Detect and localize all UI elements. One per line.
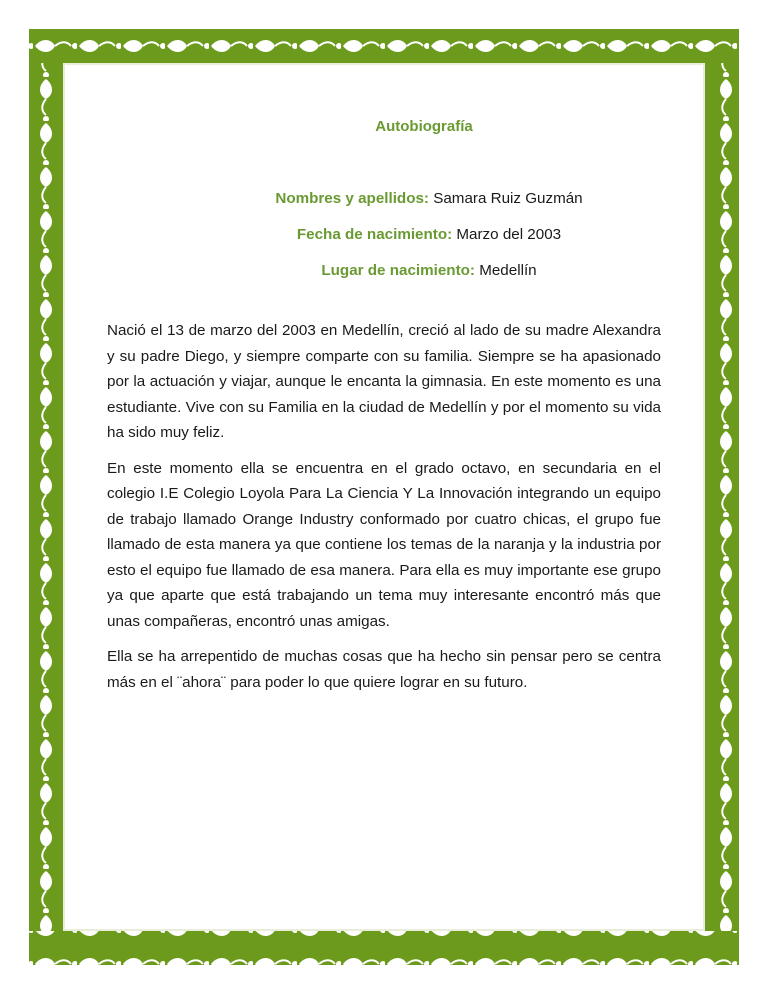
- birth-date-value: Marzo del 2003: [456, 226, 562, 243]
- birth-date-label: Fecha de nacimiento:: [296, 226, 453, 243]
- birth-place-value: Medellín: [479, 262, 537, 279]
- document-title: Autobiografía: [375, 118, 473, 135]
- name-value: Samara Ruiz Guzmán: [433, 190, 583, 207]
- birth-place-line: [152, 260, 706, 282]
- birth-place-label: Lugar de nacimiento:: [321, 262, 475, 279]
- paragraph-3: Ella se ha arrepentido de muchas cosas que ha hecho sin pensar pero se centra más en el ¨ahora¨ para poder lo que quiere lograr en su futuro.: [107, 648, 661, 691]
- paragraph-2: En este momento ella se encuentra en el grado octavo, en secundaria en el colegio I.E Colegio Loyola Para La Ciencia Y La Innovación integrando un equipo de trabajo llamado Orange Industry conformado por cuatro chicas, el grupo fue llamado de esta manera ya que contiene los temas de la naranja y la industria por esto el equipo fue llamado de esa manera. Para ella es muy importante ese grupo ya que aparte que está trabajando un tema muy interesante encontró más que unas compañeras, encontró unas amigas.: [107, 459, 661, 630]
- name-label: Nombres y apellidos:: [275, 190, 429, 207]
- paragraph-1: Nació el 13 de marzo del 2003 en Medellín, creció al lado de su madre Alexandra y su padre Diego, y siempre comparte con su familia. Siempre se ha apasionado por la actuación y viajar, aunque le encanta la gimnasia. En este momento es una estudiante. Vive con su Familia en la ciudad de Medellín y por el momento su vida ha sido muy feliz.: [107, 322, 661, 441]
- document-content: [107, 118, 661, 705]
- personal-info: [107, 188, 661, 282]
- birth-date-line: [152, 224, 706, 246]
- name-line: [152, 188, 706, 210]
